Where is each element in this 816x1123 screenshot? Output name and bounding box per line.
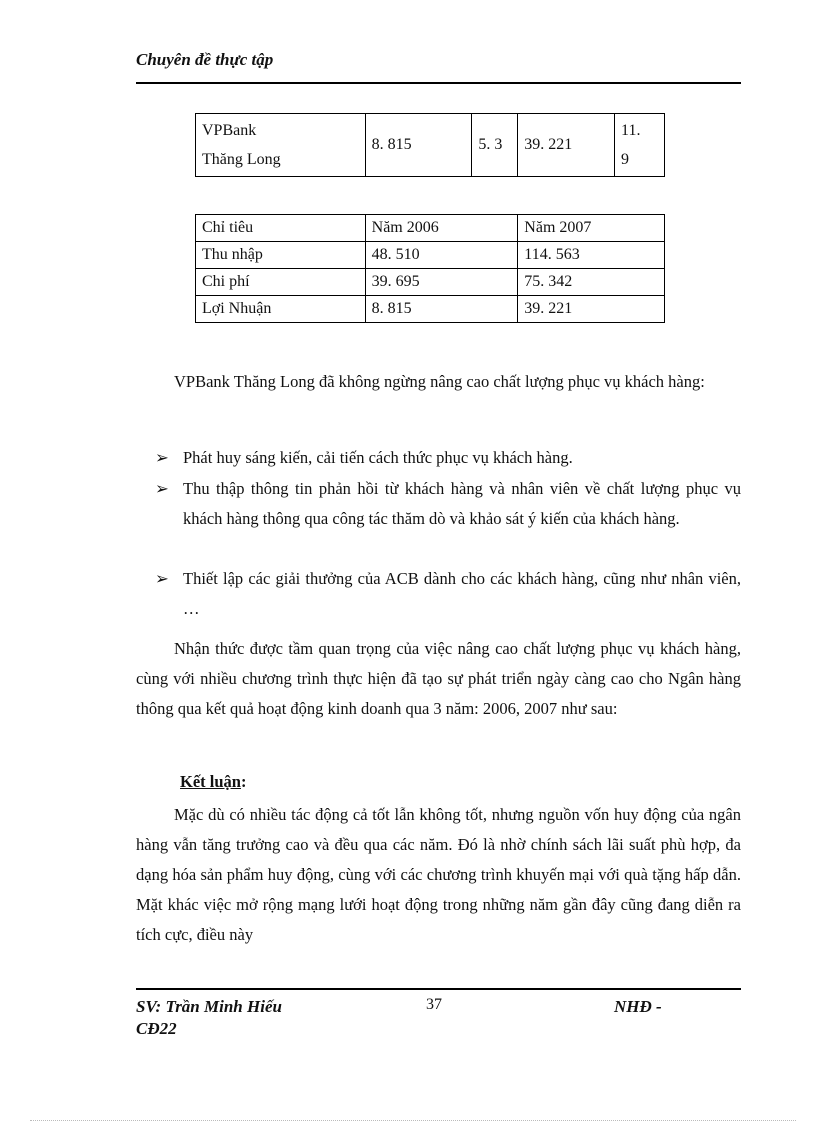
table-cell [196,114,366,177]
table-cell [518,114,615,177]
heading-colon: : [240,772,247,791]
intro-paragraph: VPBank Thăng Long đã không ngừng nâng cao chất lượng phục vụ khách hàng: [174,372,705,391]
table-row [196,269,665,296]
table-cell: Lợi Nhuận [196,296,366,323]
cell-text: 39. 221 [524,136,573,153]
footer-rule [136,988,741,990]
cell-text: 11. 9 [621,122,641,168]
cell-text: VPBank Thăng Long [202,122,281,168]
arrow-bullet-icon: ➢ [155,448,169,467]
list-item-text: Thu thập thông tin phản hồi từ khách hàng và nhân viên về chất lượng phục vụ khách hàng thông qua công tác thăm dò và khảo sát ý kiến của khách hàng. [183,479,741,528]
table-cell: 75. 342 [518,269,665,296]
paragraph: Nhận thức được tầm quan trọng của việc nâng cao chất lượng phục vụ khách hàng, cùng với nhiều chương trình thực hiện đã tạo sự phát triển ngày càng cao cho Ngân hàng thông qua kết quả hoạt động kinh doanh qua 3 năm: 2006, 2007 như sau: [136,639,741,718]
table-row [196,296,665,323]
list-item [155,474,741,534]
header-title: Chuyên đề thực tập [136,50,274,69]
table-cell: 39. 221 [518,296,665,323]
footer-student-name: SV: Trần Minh Hiếu [136,997,282,1016]
table-cell: 114. 563 [518,242,665,269]
table-income-summary [195,214,665,323]
table-cell: 8. 815 [365,296,518,323]
footer-student-class: CĐ22 [136,1019,177,1038]
cell-text: 8. 815 [371,136,412,153]
list-item [155,443,741,473]
table-cell: Chi phí [196,269,366,296]
arrow-bullet-icon: ➢ [155,569,169,588]
table-cell: Thu nhập [196,242,366,269]
page-bottom-divider [30,1120,796,1121]
conclusion-heading [180,772,246,792]
table-cell: 48. 510 [365,242,518,269]
table-cell [472,114,518,177]
list-item [155,564,741,624]
table-row [196,114,665,177]
table-bank-results [195,113,665,177]
list-item-text: Phát huy sáng kiến, cải tiến cách thức phục vụ khách hàng. [183,448,573,467]
cell-text: 5. 3 [478,136,503,153]
arrow-bullet-icon: ➢ [155,479,169,498]
header-cell: Năm 2007 [518,215,665,242]
table-cell [365,114,472,177]
header-cell: Năm 2006 [365,215,518,242]
conclusion-heading-text: Kết luận [180,772,241,791]
table-row [196,242,665,269]
page-number: 37 [426,996,442,1013]
header-cell: Chỉ tiêu [196,215,366,242]
conclusion-paragraph: Mặc dù có nhiều tác động cả tốt lẫn không tốt, nhưng nguồn vốn huy động của ngân hàng vẫn tăng trưởng cao và đều qua các năm. Đó là nhờ chính sách lãi suất phù hợp, đa dạng hóa sản phẩm huy động, cùng với các chương trình khuyến mại với quà tặng hấp dẫn. Mặt khác việc mở rộng mạng lưới hoạt động trong những năm gần đây cũng đang diễn ra tích cực, điều này [136,805,741,944]
footer-student [136,996,282,1040]
table-header-row [196,215,665,242]
header-rule [136,82,741,84]
table-cell: 39. 695 [365,269,518,296]
footer-right: NHĐ - [614,997,662,1016]
table-cell [615,114,665,177]
list-item-text: Thiết lập các giải thưởng của ACB dành cho các khách hàng, cũng như nhân viên, … [183,569,741,618]
